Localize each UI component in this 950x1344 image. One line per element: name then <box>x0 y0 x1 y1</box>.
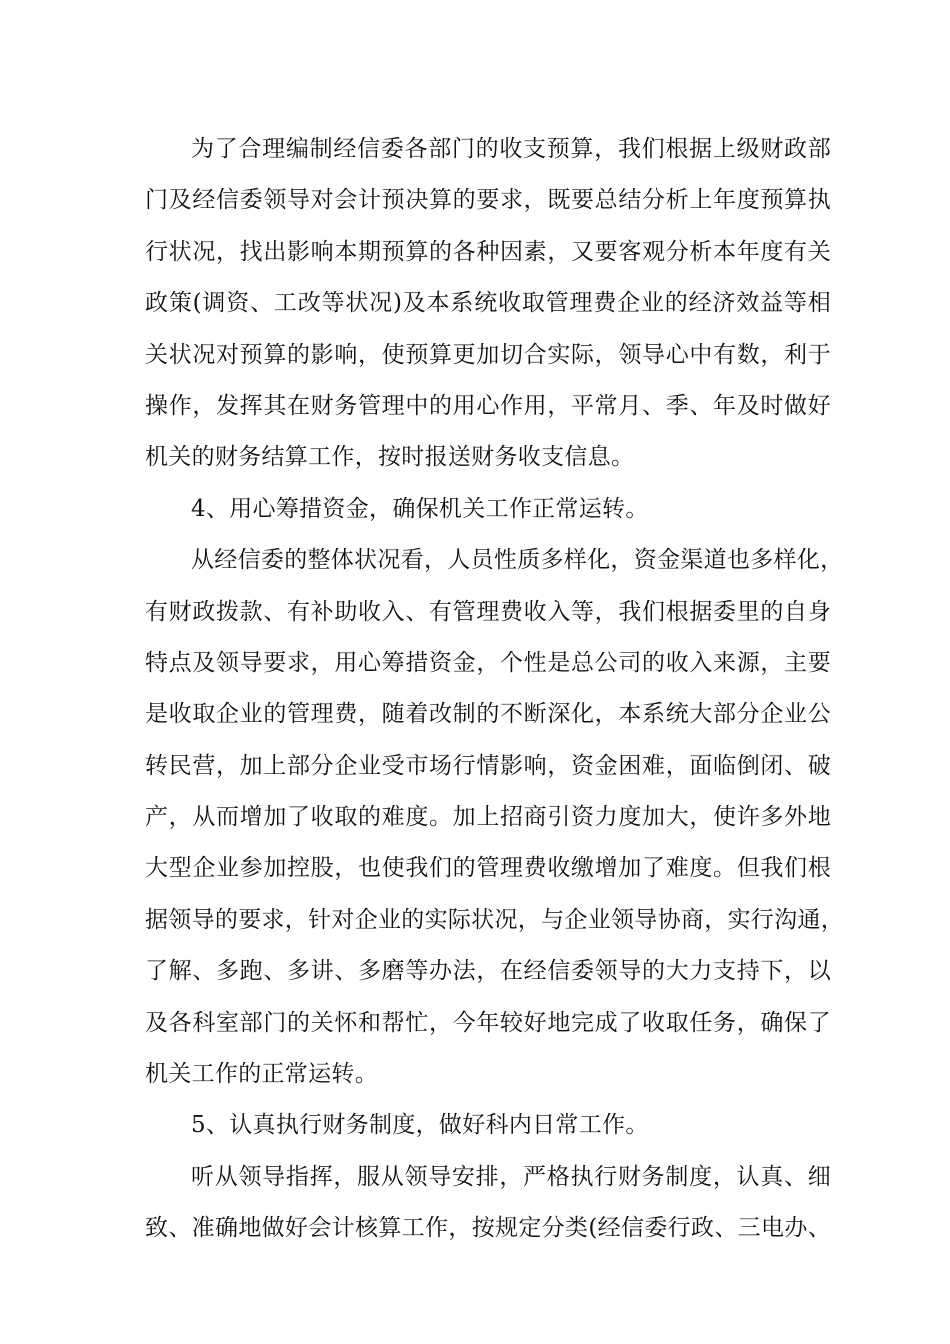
section-heading-5: 5、认真执行财务制度，做好科内日常工作。 <box>191 1112 649 1139</box>
paragraph-5-line-1: 听从领导指挥，服从领导安排，严格执行财务制度，认真、细 <box>191 1163 831 1190</box>
paragraph-1-line-6: 操作，发挥其在财务管理中的用心作用，平常月、季、年及时做好 <box>145 392 831 419</box>
paragraph-3-line-1: 从经信委的整体状况看，人员性质多样化，资金渠道也多样化， <box>191 547 844 574</box>
document-body <box>145 124 844 1255</box>
paragraph-3-line-2: 有财政拨款、有补助收入、有管理费收入等，我们根据委里的自身 <box>145 598 831 625</box>
paragraph-3-line-7: 大型企业参加控股，也使我们的管理费收缴增加了难度。但我们根 <box>145 855 831 882</box>
paragraph-3-line-9: 了解、多跑、多讲、多磨等办法，在经信委领导的大力支持下，以 <box>145 958 831 985</box>
paragraph-1-line-4: 政策(调资、工改等状况)及本系统收取管理费企业的经济效益等相 <box>145 290 831 317</box>
paragraph-1-line-5: 关状况对预算的影响，使预算更加切合实际，领导心中有数，利于 <box>145 341 831 368</box>
section-heading-4: 4、用心筹措资金，确保机关工作正常运转。 <box>191 495 649 522</box>
paragraph-3-line-8: 据领导的要求，针对企业的实际状况，与企业领导协商，实行沟通， <box>145 906 844 933</box>
paragraph-3-line-5: 转民营，加上部分企业受市场行情影响，资金困难，面临倒闭、破 <box>145 752 831 779</box>
paragraph-3-line-6: 产，从而增加了收取的难度。加上招商引资力度加大，使许多外地 <box>145 804 831 831</box>
paragraph-1-line-3: 行状况，找出影响本期预算的各种因素，又要客观分析本年度有关 <box>145 238 831 265</box>
paragraph-3-line-4: 是收取企业的管理费，随着改制的不断深化，本系统大部分企业公 <box>145 701 831 728</box>
paragraph-1-line-2: 门及经信委领导对会计预决算的要求，既要总结分析上年度预算执 <box>145 187 831 214</box>
paragraph-1-line-7: 机关的财务结算工作，按时报送财务收支信息。 <box>145 444 635 471</box>
paragraph-3-line-10: 及各科室部门的关怀和帮忙，今年较好地完成了收取任务，确保了 <box>145 1009 831 1036</box>
paragraph-3-line-11: 机关工作的正常运转。 <box>145 1061 378 1088</box>
paragraph-3-line-3: 特点及领导要求，用心筹措资金，个性是总公司的收入来源，主要 <box>145 649 831 676</box>
paragraph-1-line-1: 为了合理编制经信委各部门的收支预算，我们根据上级财政部 <box>191 136 831 162</box>
paragraph-5-line-2: 致、准确地做好会计核算工作，按规定分类(经信委行政、三电办、 <box>145 1215 831 1242</box>
